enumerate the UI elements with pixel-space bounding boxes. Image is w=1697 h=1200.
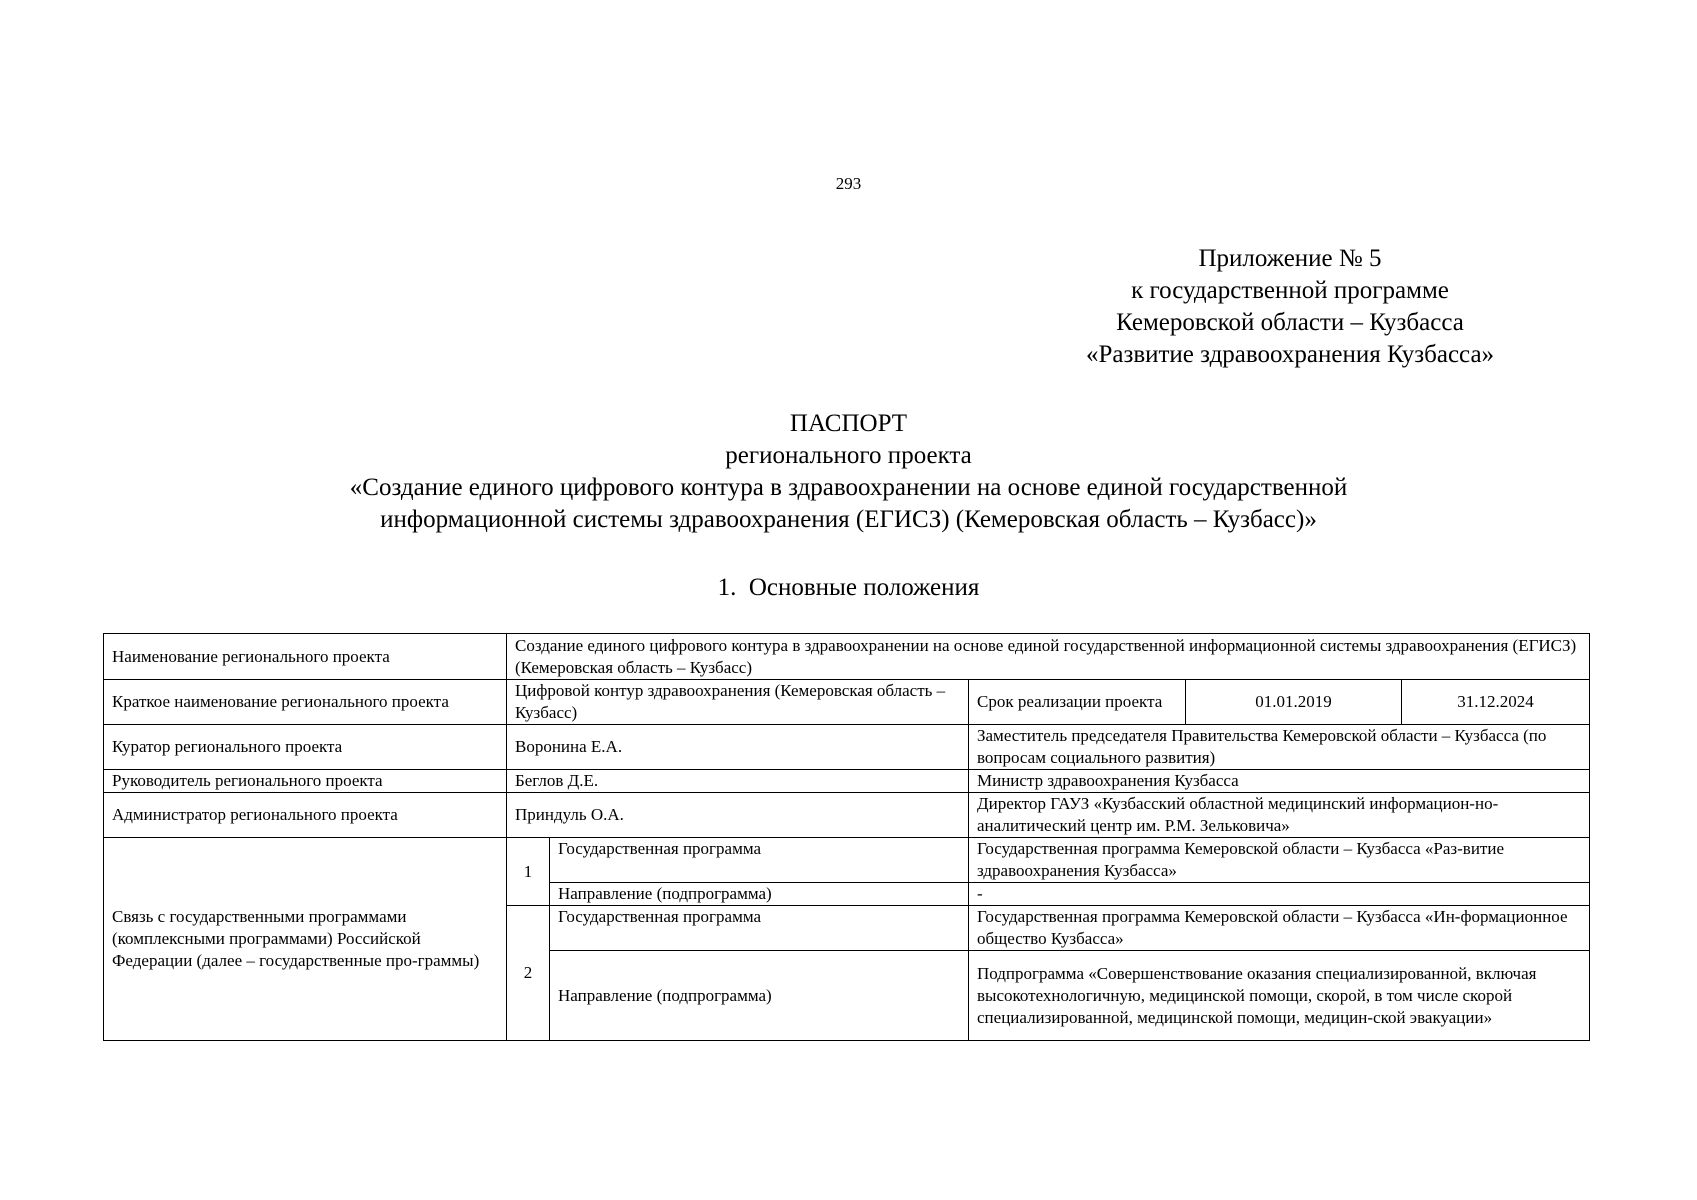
administrator-name: Приндуль О.А. bbox=[507, 793, 969, 838]
period-label: Срок реализации проекта bbox=[969, 680, 1186, 725]
table-row bbox=[104, 793, 1590, 838]
direction-label: Направление (подпрограмма) bbox=[550, 951, 969, 1041]
section-number: 1. bbox=[717, 574, 737, 601]
head-position: Министр здравоохранения Кузбасса bbox=[969, 770, 1590, 793]
administrator-position: Директор ГАУЗ «Кузбасский областной медицинский информацион-но-аналитический центр им. Р.М. Зельковича» bbox=[969, 793, 1590, 838]
section-title: Основные положения bbox=[748, 574, 980, 601]
appendix-line: Приложение № 5 bbox=[1198, 245, 1382, 272]
head-name: Беглов Д.Е. bbox=[507, 770, 969, 793]
table-row bbox=[104, 634, 1590, 680]
appendix-line: Кемеровской области – Кузбасса bbox=[1116, 309, 1464, 336]
short-name-value: Цифровой контур здравоохранения (Кемеровская область – Кузбасс) bbox=[507, 680, 969, 725]
program-number: 2 bbox=[507, 906, 550, 1041]
period-end: 31.12.2024 bbox=[1402, 680, 1590, 725]
direction-value: Подпрограмма «Совершенствование оказания специализированной, включая высокотехнологичную, медицинской помощи, скорой, в том числе скорой специализированной, медицинской помощи, медицин-ской эвакуации» bbox=[969, 951, 1590, 1041]
project-name-label: Наименование регионального проекта bbox=[104, 634, 507, 680]
administrator-label: Администратор регионального проекта bbox=[104, 793, 507, 838]
curator-label: Куратор регионального проекта bbox=[104, 725, 507, 770]
table-row bbox=[104, 680, 1590, 725]
project-name-value: Создание единого цифрового контура в здравоохранении на основе единой государственной информационной системы здравоохранения (ЕГИСЗ) (Кемеровская область – Кузбасс) bbox=[507, 634, 1590, 680]
table-row bbox=[104, 838, 1590, 883]
table-row bbox=[104, 725, 1590, 770]
section-heading bbox=[100, 572, 1597, 604]
page-number: 293 bbox=[835, 174, 862, 193]
program-label: Государственная программа bbox=[550, 906, 969, 951]
program-value: Государственная программа Кемеровской области – Кузбасса «Раз-витие здравоохранения Кузбасса» bbox=[969, 838, 1590, 883]
program-label: Государственная программа bbox=[550, 838, 969, 883]
appendix-line: к государственной программе bbox=[1131, 277, 1449, 304]
appendix-line: «Развитие здравоохранения Кузбасса» bbox=[1085, 341, 1495, 368]
head-label: Руководитель регионального проекта bbox=[104, 770, 507, 793]
curator-name: Воронина Е.А. bbox=[507, 725, 969, 770]
passport-subtitle: регионального проекта bbox=[725, 442, 972, 469]
links-label: Связь с государственными программами (комплексными программами) Российской Федерации (далее – государственные про-граммы) bbox=[104, 838, 507, 1041]
appendix-header bbox=[1020, 243, 1560, 371]
program-number: 1 bbox=[507, 838, 550, 906]
passport-project-name-line1: «Создание единого цифрового контура в здравоохранении на основе единой государственной bbox=[349, 474, 1348, 501]
main-provisions-table bbox=[103, 633, 1590, 1041]
curator-position: Заместитель председателя Правительства Кемеровской области – Кузбасса (по вопросам социального развития) bbox=[969, 725, 1590, 770]
direction-label: Направление (подпрограмма) bbox=[550, 883, 969, 906]
passport-heading bbox=[100, 408, 1597, 536]
period-start: 01.01.2019 bbox=[1186, 680, 1402, 725]
program-value: Государственная программа Кемеровской области – Кузбасса «Ин-формационное общество Кузбасса» bbox=[969, 906, 1590, 951]
short-name-label: Краткое наименование регионального проекта bbox=[104, 680, 507, 725]
table-row bbox=[104, 770, 1590, 793]
passport-project-name-line2: информационной системы здравоохранения (ЕГИСЗ) (Кемеровская область – Кузбасс)» bbox=[380, 506, 1317, 533]
direction-value: - bbox=[969, 883, 1590, 906]
passport-title: ПАСПОРТ bbox=[789, 410, 908, 437]
